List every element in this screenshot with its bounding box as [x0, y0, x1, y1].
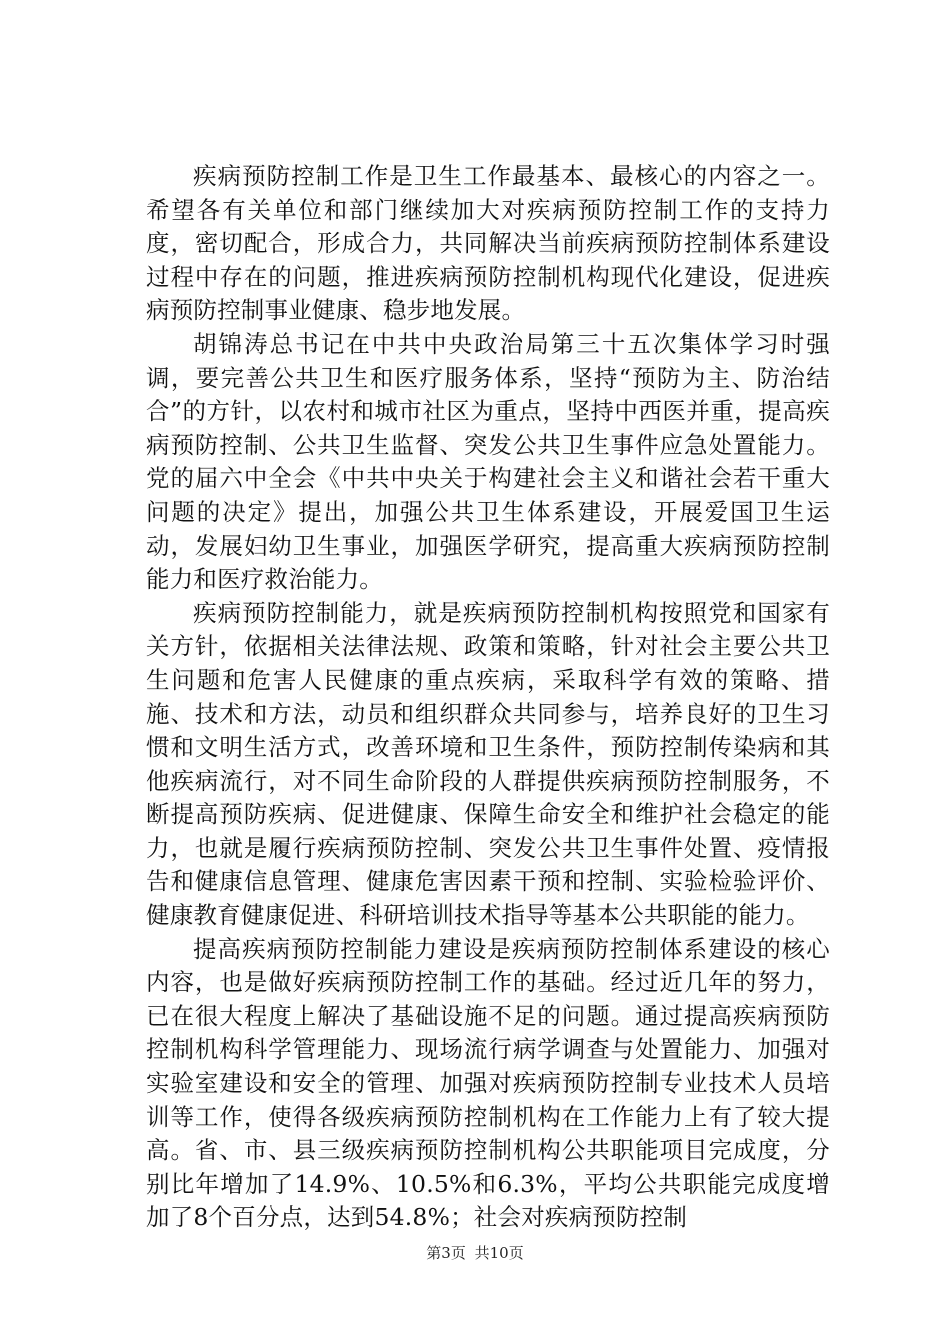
page-number: 第3页 [426, 1244, 466, 1262]
page-footer [0, 1243, 950, 1263]
document-body [146, 160, 830, 1235]
paragraph-4: 提高疾病预防控制能力建设是疾病预防控制体系建设的核心内容，也是做好疾病预防控制工作的基础。经过近几年的努力，已在很大程度上解决了基础设施不足的问题。通过提高疾病预防控制机构科学管理能力、现场流行病学调查与处置能力、加强对实验室建设和安全的管理、加强对疾病预防控制专业技术人员培训等工作，使得各级疾病预防控制机构在工作能力上有了较大提高。省、市、县三级疾病预防控制机构公共职能项目完成度，分别比年增加了14.9%、10.5%和6.3%，平均公共职能完成度增加了8个百分点，达到54.8%；社会对疾病预防控制 [146, 934, 830, 1232]
paragraph-1: 疾病预防控制工作是卫生工作最基本、最核心的内容之一。希望各有关单位和部门继续加大对疾病预防控制工作的支持力度，密切配合，形成合力，共同解决当前疾病预防控制体系建设过程中存在的问题，推进疾病预防控制机构现代化建设，促进疾病预防控制事业健康、稳步地发展。 [146, 162, 830, 325]
page-total: 共10页 [474, 1244, 524, 1262]
paragraph-3: 疾病预防控制能力，就是疾病预防控制机构按照党和国家有关方针，依据相关法律法规、政策和策略，针对社会主要公共卫生问题和危害人民健康的重点疾病，采取科学有效的策略、措施、技术和方法，动员和组织群众共同参与，培养良好的卫生习惯和文明生活方式，改善环境和卫生条件，预防控制传染病和其他疾病流行，对不同生命阶段的人群提供疾病预防控制服务，不断提高预防疾病、促进健康、保障生命安全和维护社会稳定的能力，也就是履行疾病预防控制、突发公共卫生事件处置、疫情报告和健康信息管理、健康危害因素干预和控制、实验检验评价、健康教育健康促进、科研培训技术指导等基本公共职能的能力。 [146, 598, 830, 930]
paragraph-2: 胡锦涛总书记在中共中央政治局第三十五次集体学习时强调，要完善公共卫生和医疗服务体系，坚持“预防为主、防治结合”的方针，以农村和城市社区为重点，坚持中西医并重，提高疾病预防控制、公共卫生监督、突发公共卫生事件应急处置能力。党的届六中全会《中共中央关于构建社会主义和谐社会若干重大问题的决定》提出，加强公共卫生体系建设，开展爱国卫生运动，发展妇幼卫生事业，加强医学研究，提高重大疾病预防控制能力和医疗救治能力。 [146, 329, 830, 594]
